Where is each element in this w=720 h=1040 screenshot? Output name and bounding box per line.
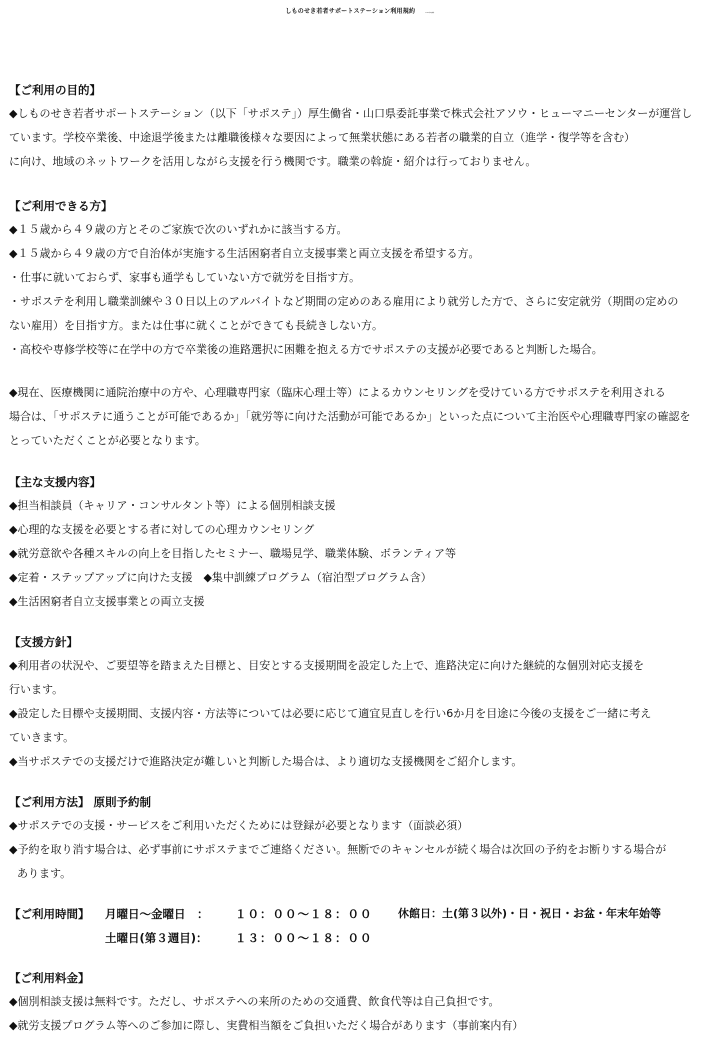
section-heading: 【支援方針】 bbox=[9, 635, 78, 649]
section-support bbox=[9, 470, 715, 614]
text-line: に向け、地域のネットワークを活用しながら支援を行う機関です。職業の斡旋・紹介は行っておりません。 bbox=[9, 155, 537, 168]
text-line: ・高校や専修学校等に在学中の方で卒業後の進路選択に困難を抱える方でサポステの支援が必要であると判断した場合。 bbox=[9, 343, 603, 356]
document-title: しものせき若者サポートステーション利用規約 bbox=[285, 8, 416, 15]
section-heading: 【ご利用方法】 原則予約制 bbox=[9, 795, 152, 809]
text-line: ない雇用）を目指す方。または仕事に就くことができても長続きしない方。 bbox=[9, 319, 383, 332]
text-line: ・サポステを利用し職業訓練や３０日以上のアルバイトなど期間の定めのある雇用により就労した方で、さらに安定就労（期間の定めの bbox=[9, 295, 679, 308]
text-line: ◆生活困窮者自立支援事業との両立支援 bbox=[9, 595, 205, 608]
text-line: ◆１５歳から４９歳の方で自治体が実施する生活困窮者自立支援事業と両立支援を希望する方。 bbox=[9, 247, 480, 260]
text-line: ◆サポステでの支援・サービスをご利用いただくためには登録が必要となります（面談必須） bbox=[9, 819, 469, 832]
hours-label: 【ご利用時間】 bbox=[9, 907, 90, 921]
text-line: ていきます。 bbox=[9, 731, 75, 744]
text-line: ◆就労意欲や各種スキルの向上を目指したセミナー、職場見学、職業体験、ボランティア等 bbox=[9, 547, 457, 560]
section-policy bbox=[9, 630, 715, 774]
text-line: ◆担当相談員（キャリア・コンサルタント等）による個別相談支援 bbox=[9, 499, 336, 512]
section-heading: 【ご利用の目的】 bbox=[9, 83, 101, 97]
text-line: ています。学校卒業後、中途退学後または離職後様々な要因によって無業状態にある若者の職業的自立（進学・復学等を含む） bbox=[9, 131, 636, 144]
text-line: あります。 bbox=[17, 867, 72, 880]
text-line: ◆設定した目標や支援期間、支援内容・方法等については必要に応じて適宜見直しを行い6か月を目途に今後の支援をご一緒に考え bbox=[9, 707, 652, 720]
section-medical-note bbox=[9, 381, 715, 453]
section-eligibility bbox=[9, 194, 715, 362]
text-line: ◆予約を取り消す場合は、必ず事前にサポステまでご連絡ください。無断でのキャンセルが続く場合は次回の予約をお断りする場合が bbox=[9, 843, 667, 856]
text-line: ◆心理的な支援を必要とする者に対しての心理カウンセリング bbox=[9, 523, 315, 536]
revision-date: 【2025年4月改定】 bbox=[425, 13, 435, 14]
text-line: ◆しものせき若者サポートステーション（以下「サポステ」）厚生働省・山口県委託事業で株式会社アソウ・ヒューマニーセンターが運営し bbox=[9, 107, 693, 120]
text-line: ◆個別相談支援は無料です。ただし、サポステへの来所のための交通費、飲食代等は自己負担です。 bbox=[9, 995, 500, 1008]
section-fees bbox=[9, 966, 715, 1038]
saturday-label: 土曜日(第３週目)： bbox=[105, 931, 208, 945]
title-row bbox=[0, 6, 720, 15]
text-line: とっていただくことが必要となります。 bbox=[9, 434, 206, 447]
hours-row-saturday bbox=[9, 926, 715, 950]
text-line: ◆当サポステでの支援だけで進路決定が難しいと判断した場合は、より適切な支援機関をご紹介します。 bbox=[9, 755, 523, 768]
section-method bbox=[9, 790, 715, 886]
section-purpose bbox=[9, 78, 715, 174]
section-heading: 【ご利用できる方】 bbox=[9, 199, 113, 213]
hours-row-weekday bbox=[9, 902, 715, 926]
text-line: ◆現在、医療機関に通院治療中の方や、心理職専門家（臨床心理士等）によるカウンセリングを受けている方でサポステを利用される bbox=[9, 386, 666, 399]
closed-days: 休館日：土(第３以外)・日・祝日・お盆・年末年始等 bbox=[398, 907, 662, 920]
text-line: ◆１５歳から４９歳の方とそのご家族で次のいずれかに該当する方。 bbox=[9, 223, 348, 236]
text-line: ・仕事に就いておらず、家事も通学もしていない方で就労を目指す方。 bbox=[9, 271, 361, 284]
text-line: ◆定着・ステップアップに向けた支援 ◆集中訓練プログラム（宿泊型プログラム含） bbox=[9, 571, 432, 584]
text-line: 行います。 bbox=[9, 683, 64, 696]
weekday-time: １０：００～１８：００ bbox=[235, 907, 373, 921]
text-line: ◆就労支援プログラム等へのご参加に際し、実費相当額をご負担いただく場合があります（事前案内有） bbox=[9, 1019, 524, 1032]
weekday-label: 月曜日～金曜日 ： bbox=[105, 907, 209, 921]
saturday-time: １３：００～１８：００ bbox=[235, 931, 373, 945]
section-heading: 【ご利用料金】 bbox=[9, 971, 90, 985]
section-heading: 【主な支援内容】 bbox=[9, 475, 101, 489]
text-line: 場合は、「サポステに通うことが可能であるか」「就労等に向けた活動が可能であるか」といった点について主治医や心理職専門家の確認を bbox=[9, 410, 691, 423]
text-line: ◆利用者の状況や、ご要望等を踏まえた目標と、目安とする支援期間を設定した上で、進路決定に向けた継続的な個別対応支援を bbox=[9, 659, 645, 672]
